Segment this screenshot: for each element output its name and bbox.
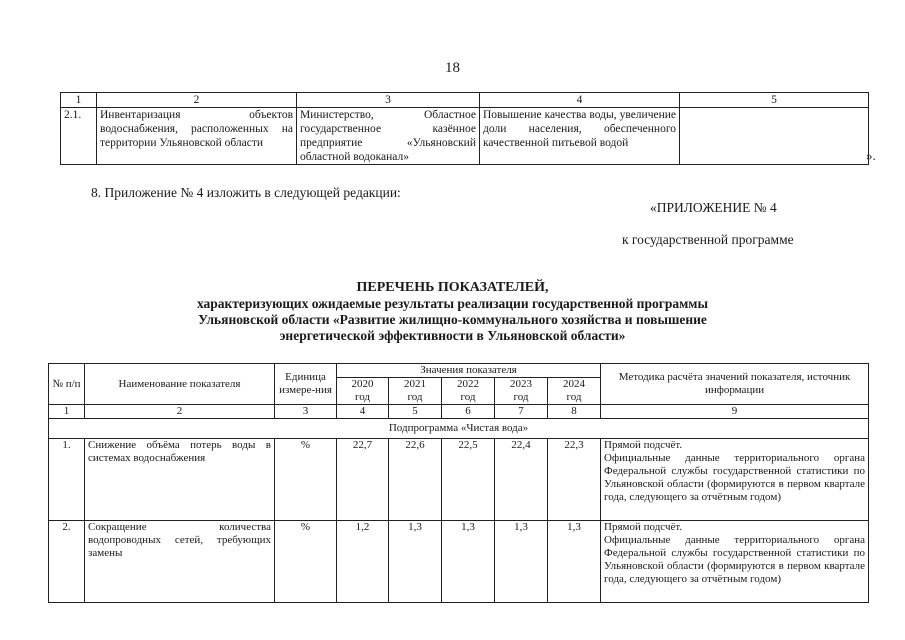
heading-line-3: Ульяновской области «Развитие жилищно-коммунального хозяйства и повышение — [198, 312, 707, 327]
header-year: 2020 год — [337, 378, 389, 405]
index-row — [49, 405, 869, 419]
top-table-header-row — [61, 93, 869, 108]
paragraph-8: 8. Приложение № 4 изложить в следующей редакции: — [91, 185, 401, 200]
index-cell: 8 — [548, 405, 601, 419]
header-year: 2022 год — [442, 378, 495, 405]
subprogram-title: Подпрограмма «Чистая вода» — [49, 419, 869, 439]
indicators-table — [48, 363, 869, 603]
row-value: 1,3 — [442, 521, 495, 603]
method-line-2: Официальные данные территориального органа Федеральной службы государственной статистики по Ульяновской области (формируются в первом квартале года, следующего за отчётным годом) — [604, 534, 866, 585]
heading-line-2: характеризующих ожидаемые результаты реализации государственной программы — [196, 296, 709, 311]
row-value: 1,3 — [495, 521, 548, 603]
closing-quote: ». — [866, 148, 876, 163]
table-row — [49, 439, 869, 521]
index-cell: 7 — [495, 405, 548, 419]
top-row-col5 — [680, 108, 869, 165]
row-value: 1,3 — [548, 521, 601, 603]
row-value: 22,3 — [548, 439, 601, 521]
row-number: 2. — [49, 521, 85, 603]
heading-line-1: ПЕРЕЧЕНЬ ПОКАЗАТЕЛЕЙ, — [356, 280, 549, 295]
row-unit: % — [275, 439, 337, 521]
header-unit: Единица измере-ния — [275, 364, 337, 405]
appendix-subtitle: к государственной программе — [622, 232, 794, 247]
top-table-row — [61, 108, 869, 165]
row-indicator-name: Сокращение количества водопроводных сетей, требующих замены — [85, 521, 275, 603]
index-cell: 2 — [85, 405, 275, 419]
header-year: 2021 год — [389, 378, 442, 405]
method-line-2: Официальные данные территориального органа Федеральной службы государственной статистики по Ульяновской области (формируются в первом квартале года, следующего за отчётным годом) — [604, 452, 866, 503]
main-header-row-1 — [49, 364, 869, 378]
table-row — [49, 521, 869, 603]
header-method: Методика расчёта значений показателя, источник информации — [601, 364, 869, 405]
row-value: 1,3 — [389, 521, 442, 603]
top-row-executor: Министерство, Областное государственное казённое предприятие «Ульяновский областной водоканал» — [297, 108, 480, 165]
top-header-cell: 1 — [61, 93, 97, 108]
row-value: 22,6 — [389, 439, 442, 521]
row-method — [601, 439, 869, 521]
top-table — [60, 92, 869, 165]
row-value: 22,5 — [442, 439, 495, 521]
heading-line-4: энергетической эффективности в Ульяновской области» — [279, 328, 626, 343]
header-year: 2023 год — [495, 378, 548, 405]
row-unit: % — [275, 521, 337, 603]
appendix-title: «ПРИЛОЖЕНИЕ № 4 — [650, 200, 777, 215]
method-line-1: Прямой подсчёт. — [604, 521, 683, 533]
index-cell: 3 — [275, 405, 337, 419]
index-cell: 9 — [601, 405, 869, 419]
top-header-cell: 3 — [297, 93, 480, 108]
top-row-number: 2.1. — [61, 108, 97, 165]
header-year: 2024 год — [548, 378, 601, 405]
top-header-cell: 2 — [97, 93, 297, 108]
header-name: Наименование показателя — [85, 364, 275, 405]
page-number: 18 — [445, 60, 460, 76]
top-row-result: Повышение качества воды, увеличение доли населения, обеспеченного качественной питьевой водой — [480, 108, 680, 165]
index-cell: 1 — [49, 405, 85, 419]
top-row-name: Инвентаризация объектов водоснабжения, расположенных на территории Ульяновской области — [97, 108, 297, 165]
index-cell: 5 — [389, 405, 442, 419]
row-value: 22,7 — [337, 439, 389, 521]
top-header-cell: 5 — [680, 93, 869, 108]
header-values: Значения показателя — [337, 364, 601, 378]
header-num: № п/п — [49, 364, 85, 405]
index-cell: 6 — [442, 405, 495, 419]
row-number: 1. — [49, 439, 85, 521]
row-value: 1,2 — [337, 521, 389, 603]
subprogram-row — [49, 419, 869, 439]
row-value: 22,4 — [495, 439, 548, 521]
top-header-cell: 4 — [480, 93, 680, 108]
index-cell: 4 — [337, 405, 389, 419]
row-indicator-name: Снижение объёма потерь воды в системах водоснабжения — [85, 439, 275, 521]
row-method — [601, 521, 869, 603]
method-line-1: Прямой подсчёт. — [604, 439, 683, 451]
